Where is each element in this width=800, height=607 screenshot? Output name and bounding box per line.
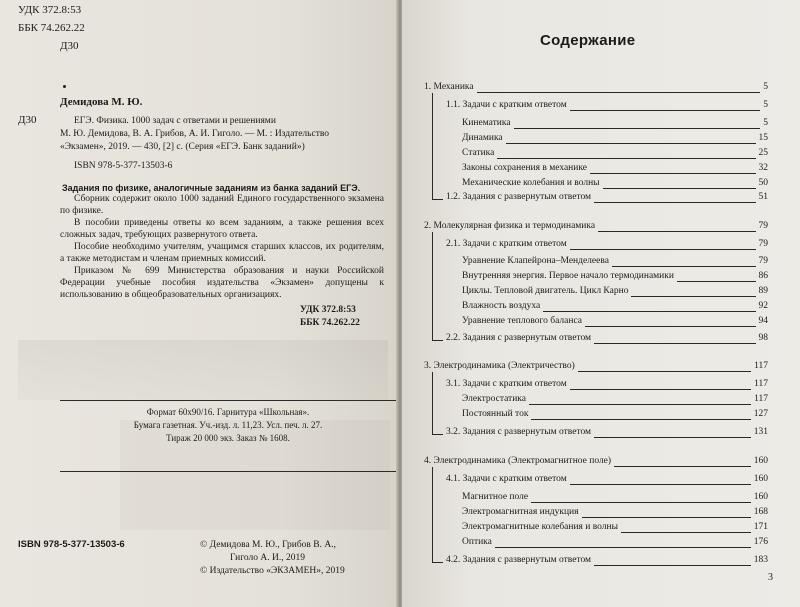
toc-entry-page: 79 [758, 256, 768, 266]
annotation-text: В пособии приведены ответы ко всем заданиям, а также решения всех сложных задач, требующих развернутого ответа. [60, 218, 384, 240]
toc-leader-line [495, 547, 751, 548]
toc-leader-line [594, 565, 751, 566]
author-name: Демидова М. Ю. [60, 96, 143, 108]
toc-entry-label: 2.2. Задания с развернутым ответом [446, 333, 592, 343]
toc-entry-page: 98 [758, 333, 768, 343]
toc-leader-line [598, 231, 755, 232]
toc-entry-label: Законы сохранения в механике [462, 163, 587, 173]
bib-line: М. Ю. Демидова, В. А. Грибов, А. И. Гиголо. — М. : Издательство [60, 129, 330, 139]
toc-entry-page: 127 [753, 409, 768, 419]
toc-entry-label: Динамика [462, 133, 503, 143]
toc-leader-line [603, 188, 756, 189]
imprint-line: Бумага газетная. Уч.-изд. л. 11,23. Усл. печ. л. 27. [133, 420, 323, 430]
isbn-bottom: ISBN 978-5-377-13503-6 [18, 539, 125, 550]
toc-entry-label: Электромагнитные колебания и волны [462, 522, 619, 532]
toc-entry [462, 392, 768, 406]
toc-leader-line [612, 266, 756, 267]
toc-entry-page: 89 [758, 286, 768, 296]
toc-leader-line [578, 371, 751, 372]
toc-entry-label: 3.1. Задачи с кратким ответом [446, 379, 567, 389]
toc-entry [462, 407, 768, 421]
toc-entry-label: 4. Электродинамика (Электромагнитное поле) [424, 456, 612, 466]
toc-section-bracket [432, 93, 443, 200]
toc-entry-label: Магнитное поле [462, 492, 529, 502]
toc-entry [462, 314, 768, 328]
toc-entry [446, 553, 768, 567]
toc-entry-page: 50 [758, 178, 768, 188]
toc-title: Содержание [540, 32, 636, 49]
toc-entry [462, 254, 768, 268]
toc-entry-page: 92 [758, 301, 768, 311]
bbk-code: ББК 74.262.22 [18, 22, 85, 34]
toc-entry-label: Внутренняя энергия. Первое начало термодинамики [462, 271, 674, 281]
toc-entry [446, 425, 768, 439]
toc-entry [446, 377, 768, 391]
left-page [0, 0, 398, 607]
toc-leader-line [477, 92, 761, 93]
toc-entry-page: 32 [758, 163, 768, 173]
toc-entry-label: Уравнение теплового баланса [462, 316, 583, 326]
toc-entry-label: 1.1. Задачи с кратким ответом [446, 100, 567, 110]
author-sign: Д30 [60, 40, 79, 52]
toc-entry-page: 176 [753, 537, 768, 547]
toc-entry-label: 2.1. Задачи с кратким ответом [446, 239, 567, 249]
annotation-paragraph [60, 266, 384, 301]
toc-entry-label: 3. Электродинамика (Электричество) [424, 361, 575, 371]
toc-entry-label: 1. Механика [424, 82, 474, 92]
toc-entry-page: 117 [754, 394, 768, 404]
toc-entry [424, 454, 768, 468]
toc-entry-label: 3.2. Задания с развернутым ответом [446, 427, 592, 437]
toc-entry-page: 160 [753, 474, 768, 484]
toc-leader-line [529, 404, 751, 405]
toc-entry [462, 490, 768, 504]
udk-code-bottom: УДК 372.8:53 [300, 305, 356, 315]
toc-entry [446, 98, 768, 112]
toc-leader-line [506, 143, 756, 144]
toc-entry-label: Оптика [462, 537, 492, 547]
imprint-line: Тираж 20 000 экз. Заказ № 1608. [166, 433, 290, 443]
toc-entry [446, 472, 768, 486]
toc-entry-label: Электростатика [462, 394, 526, 404]
author-sign-side: Д30 [18, 114, 37, 126]
toc-entry-page: 160 [753, 456, 768, 466]
toc-entry-label: 4.1. Задачи с кратким ответом [446, 474, 567, 484]
toc-leader-line [590, 173, 756, 174]
toc-entry [424, 359, 768, 373]
toc-entry-page: 171 [753, 522, 768, 532]
toc-leader-line [585, 326, 755, 327]
toc-entry-page: 51 [758, 192, 768, 202]
toc-leader-line [497, 158, 755, 159]
toc-leader-line [594, 437, 751, 438]
toc-entry [446, 237, 768, 251]
bib-line: ЕГЭ. Физика. 1000 задач с ответами и решениями [74, 116, 276, 126]
toc-entry [424, 80, 768, 94]
toc-entry [462, 535, 768, 549]
toc-entry-label: 1.2. Задания с развернутым ответом [446, 192, 592, 202]
bleed-through-shadow [18, 340, 388, 400]
toc-entry-page: 79 [758, 239, 768, 249]
toc-entry-label: Электромагнитная индукция [462, 507, 579, 517]
toc-entry-label: Статика [462, 148, 495, 158]
toc-entry-label: Влажность воздуха [462, 301, 541, 311]
toc-entry [446, 331, 768, 345]
toc-entry-label: 2. Молекулярная физика и термодинамика [424, 221, 596, 231]
toc-entry-page: 86 [758, 271, 768, 281]
annotation-text: Пособие необходимо учителям, учащимся старших классов, их родителям, а также методистам и членам приемных комиссий. [60, 242, 384, 264]
imprint-line: Формат 60x90/16. Гарнитура «Школьная». [146, 407, 310, 417]
toc-entry [446, 190, 768, 204]
toc-entry-page: 117 [754, 361, 768, 371]
isbn-line: ISBN 978-5-377-13503-6 [74, 161, 173, 171]
toc-entry [462, 116, 768, 130]
toc-leader-line [570, 110, 761, 111]
toc-entry-page: 15 [758, 133, 768, 143]
toc-entry [462, 505, 768, 519]
toc-entry-page: 131 [753, 427, 768, 437]
toc-entry [462, 299, 768, 313]
annotation-paragraph [60, 194, 384, 218]
toc-leader-line [631, 296, 755, 297]
toc-entry-label: 4.2. Задания с развернутым ответом [446, 555, 592, 565]
annotation-title: Задания по физике, аналогичные заданиям из банка заданий ЕГЭ. [62, 183, 361, 193]
toc-entry-page: 79 [758, 221, 768, 231]
toc-leader-line [570, 249, 756, 250]
annotation-paragraph [60, 242, 384, 266]
toc-entry-page: 160 [753, 492, 768, 502]
toc-entry-page: 25 [758, 148, 768, 158]
toc-section-bracket [432, 232, 443, 341]
toc-entry-page: 5 [763, 118, 768, 128]
annotation-text: Приказом № 699 Министерства образования и науки Российской Федерации учебные пособия издательства «Экзамен» допущены к использованию в общеобразовательных организациях. [60, 266, 384, 300]
bib-line: «Экзамен», 2019. — 430, [2] с. (Серия «ЕГЭ. Банк заданий») [60, 142, 305, 152]
toc-entry-label: Постоянный ток [462, 409, 529, 419]
toc-entry [424, 219, 768, 233]
toc-entry-page: 94 [758, 316, 768, 326]
toc-entry [462, 176, 768, 190]
toc-leader-line [570, 484, 751, 485]
toc-entry [462, 269, 768, 283]
toc-leader-line [543, 311, 755, 312]
toc-entry-page: 5 [763, 82, 768, 92]
copyright-line: Гиголо А. И., 2019 [230, 553, 305, 563]
toc-entry-label: Кинематика [462, 118, 511, 128]
imprint-box [60, 400, 396, 472]
toc-entry-page: 5 [763, 100, 768, 110]
toc-section-bracket [432, 372, 443, 435]
toc-leader-line [570, 389, 751, 390]
toc-entry [462, 161, 768, 175]
toc-entry-label: Механические колебания и волны [462, 178, 600, 188]
toc-leader-line [531, 419, 750, 420]
toc-leader-line [594, 343, 755, 344]
toc-leader-line [514, 128, 761, 129]
toc-entry-page: 183 [753, 555, 768, 565]
toc-section-bracket [432, 467, 443, 563]
annotation-paragraph [60, 218, 384, 242]
toc-leader-line [621, 532, 751, 533]
toc-entry [462, 520, 768, 534]
toc-leader-line [677, 281, 756, 282]
toc-leader-line [614, 466, 751, 467]
print-speck [63, 85, 66, 88]
bbk-code-bottom: ББК 74.262.22 [300, 318, 360, 328]
toc-leader-line [582, 517, 751, 518]
toc-entry-label: Уравнение Клапейрона–Менделеева [462, 256, 609, 266]
udk-code: УДК 372.8:53 [18, 4, 82, 16]
copyright-line: © Издательство «ЭКЗАМЕН», 2019 [200, 566, 345, 576]
toc-entry [462, 284, 768, 298]
toc-entry-label: Циклы. Тепловой двигатель. Цикл Карно [462, 286, 629, 296]
annotation-text: Сборник содержит около 1000 заданий Единого государственного экзамена по физике. [60, 194, 384, 216]
copyright-line: © Демидова М. Ю., Грибов В. А., [200, 540, 336, 550]
toc-entry [462, 146, 768, 160]
toc-leader-line [594, 202, 755, 203]
toc-entry-page: 117 [754, 379, 768, 389]
toc-entry-page: 168 [753, 507, 768, 517]
toc-entry [462, 131, 768, 145]
page-number: 3 [768, 572, 773, 583]
toc-leader-line [531, 502, 751, 503]
